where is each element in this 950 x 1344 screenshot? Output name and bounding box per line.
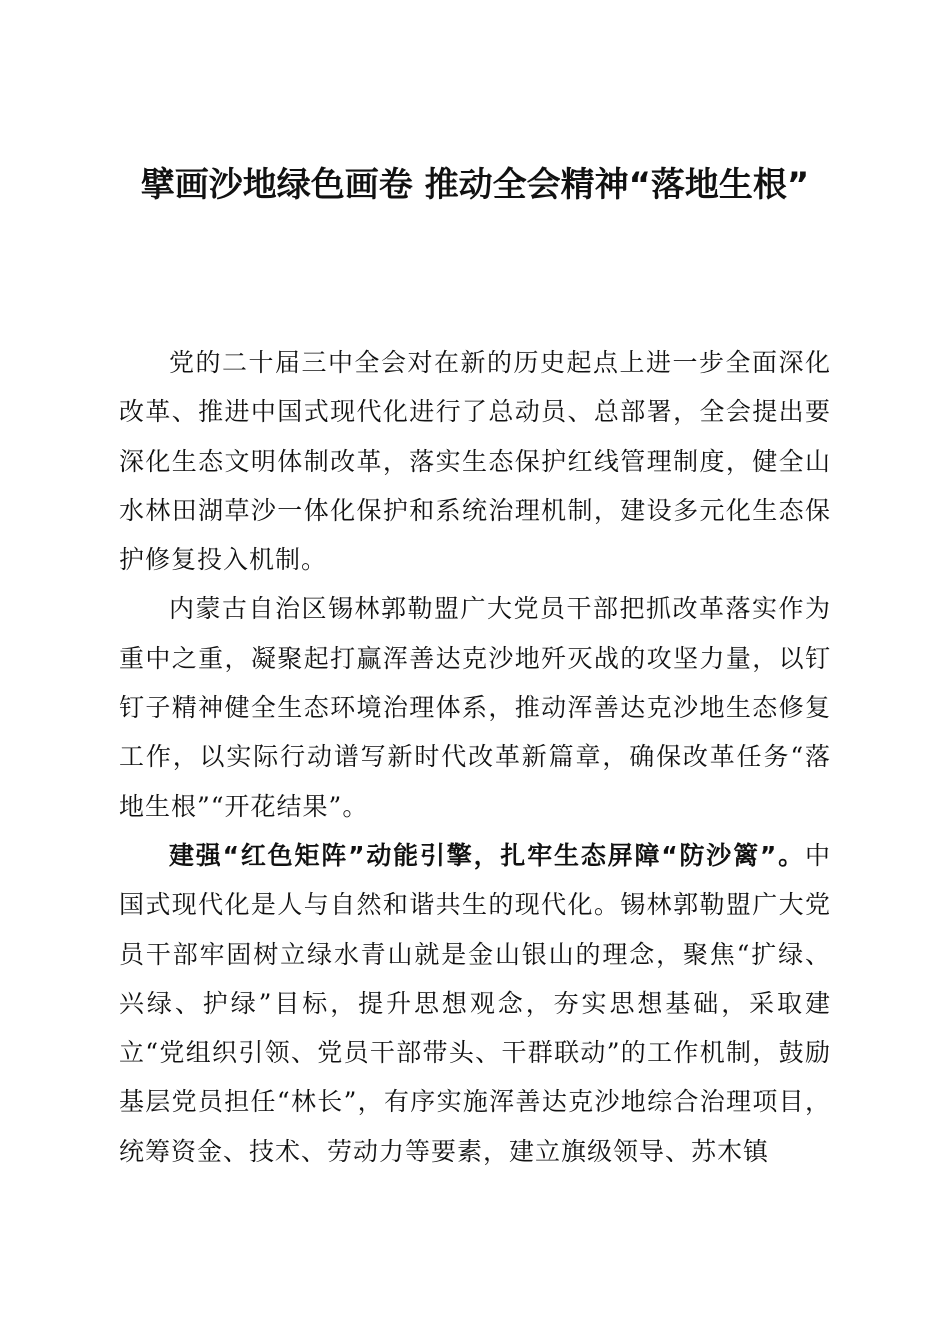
paragraph-1: 党的二十届三中全会对在新的历史起点上进一步全面深化改革、推进中国式现代化进行了总动员、总部署，全会提出要深化生态文明体制改革，落实生态保护红线管理制度，健全山水林田湖草沙一体化保护和系统治理机制，建设多元化生态保护修复投入机制。 xyxy=(119,348,831,575)
section-heading: 建强“红色矩阵”动能引擎，扎牢生态屏障“防沙篱”。 xyxy=(169,840,805,870)
document-title: 擘画沙地绿色画卷 推动全会精神“落地生根” xyxy=(140,165,810,205)
paragraph-3 xyxy=(119,831,831,1176)
document-body xyxy=(119,338,831,1176)
section-body: 中国式现代化是人与自然和谐共生的现代化。锡林郭勒盟广大党员干部牢固树立绿水青山就是金山银山的理念，聚焦“扩绿、兴绿、护绿”目标，提升思想观念，夯实思想基础，采取建立“党组织引领、党员干部带头、干群联动”的工作机制，鼓励基层党员担任“林长”，有序实施浑善达克沙地综合治理项目，统筹资金、技术、劳动力等要素，建立旗级领导、苏木镇 xyxy=(119,840,831,1166)
paragraph-2: 内蒙古自治区锡林郭勒盟广大党员干部把抓改革落实作为重中之重，凝聚起打赢浑善达克沙地歼灭战的攻坚力量，以钉钉子精神健全生态环境治理体系，推动浑善达克沙地生态修复工作，以实际行动谱写新时代改革新篇章，确保改革任务“落地生根”“开花结果”。 xyxy=(119,594,831,821)
